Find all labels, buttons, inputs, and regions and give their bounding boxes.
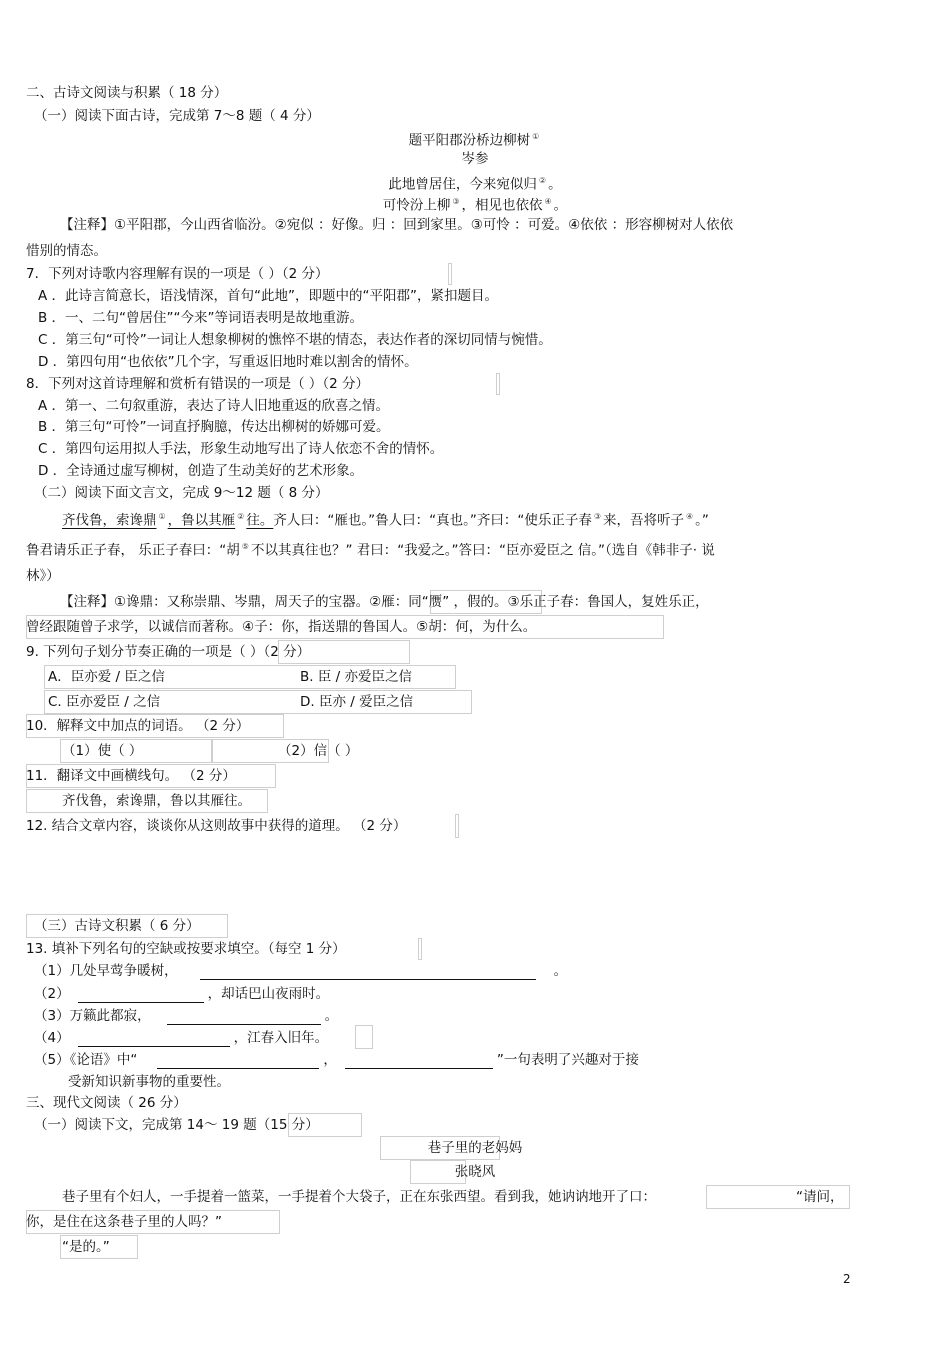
classical-note: 曾经跟随曾子求学，以诚信而著称。④子：你，指送鼎的鲁国人。⑤胡：何，为什么。 <box>26 619 537 635</box>
section-title: 三、现代文阅读（ 26 分） <box>26 1095 187 1111</box>
scan-box <box>448 263 452 285</box>
section-title: 二、古诗文阅读与积累（ 18 分） <box>26 85 228 101</box>
question-stem: 13. 填补下列名句的空缺或按要求填空。（每空 1 分） <box>26 941 346 957</box>
poem-line: 此地曾居住，今来宛似归 ② 。 <box>388 176 562 193</box>
answer-blank[interactable] <box>78 988 204 1003</box>
fill-line: （4） ，江春入旧年。 <box>34 1030 329 1046</box>
story-paragraph: 你，是住在这条巷子里的人吗？” <box>26 1214 222 1230</box>
poem-note: 惜别的情态。 <box>26 243 107 259</box>
poem-line: 可怜汾上柳 ③ ，相见也依依 ④ 。 <box>382 197 568 214</box>
story-author: 张晓风 <box>454 1164 496 1180</box>
classical-text: 林》） <box>26 568 60 584</box>
question-stem: 12. 结合文章内容，谈谈你从这则故事中获得的道理。 （2 分） <box>26 818 407 834</box>
poem-title: 题平阳郡汾桥边柳树 ① <box>408 132 540 149</box>
question-stem: 9. 下列句子划分节奏正确的一项是（ ）（2 分） <box>26 644 311 660</box>
scan-box <box>418 938 422 960</box>
answer-blank[interactable] <box>167 1010 321 1025</box>
story-paragraph: 巷子里有个妇人，一手提着一篮菜，一手提着个大袋子，正在东张西望。看到我，她讷讷地开了口： <box>62 1189 656 1205</box>
page-number: 2 <box>843 1272 851 1286</box>
option-c: C ．第四句运用拟人手法，形象生动地写出了诗人依恋不舍的情怀。 <box>38 441 444 457</box>
classical-text: 齐伐鲁，索谗鼎 ① ，鲁以其雁 ② 往。齐人曰：“雁也。”鲁人曰：“真也。”齐曰：“使乐正子春 ③ 来，吾将听子 ④ 。” <box>62 512 709 529</box>
option-a: A ．此诗言简意长，语浅情深，首句“此地”，即题中的“平阳郡”，紧扣题目。 <box>38 288 499 304</box>
answer-item: （2）信（ ） <box>278 743 359 759</box>
classical-note: 【注释】①谗鼎：又称崇鼎、岑鼎，周天子的宝器。②雁：同“赝” ，假的。③乐正子春：鲁国人，复姓乐正， <box>60 594 709 610</box>
part-intro: （一）阅读下面古诗，完成第 7～8 题（ 4 分） <box>34 108 320 124</box>
part-intro: （三）古诗文积累（ 6 分） <box>34 918 200 934</box>
question-stem: 8．下列对这首诗理解和赏析有错误的一项是（ ）（2 分） <box>26 376 370 392</box>
classical-text: 鲁君请乐正子春， 乐正子春曰：“胡 ⑤ 不以其真往也？” 君曰：“我爱之。”答曰：“臣亦爱臣之 信。”（选自《韩非子· 说 <box>26 542 715 559</box>
answer-blank[interactable] <box>345 1054 493 1069</box>
fill-line: （5）《论语》中“ ， ”一句表明了兴趣对于接 <box>34 1052 639 1068</box>
question-stem: 11．翻译文中画横线句。 （2 分） <box>26 768 236 784</box>
option-b: B. 臣 / 亦爱臣之信 <box>300 669 412 685</box>
part-intro: （一）阅读下文，完成第 14～ 19 题（15 分） <box>34 1117 319 1133</box>
option-c: C ．第三句“可怜”一词让人想象柳树的憔悴不堪的情态，表达作者的深切同情与惋惜。 <box>38 332 552 348</box>
option-b: B ．第三句“可怜”一词直抒胸臆，传达出柳树的娇娜可爱。 <box>38 419 390 435</box>
option-b: B ．一、二句“曾居住”“今来”等词语表明是故地重游。 <box>38 310 364 326</box>
option-d: D ．全诗通过虚写柳树，创造了生动美好的艺术形象。 <box>38 463 364 479</box>
scan-box <box>355 1025 373 1049</box>
story-paragraph: “是的。” <box>62 1239 110 1255</box>
fill-line: （3）万籁此都寂， 。 <box>34 1008 339 1024</box>
fill-line: （1）几处早莺争暖树， 。 <box>34 963 568 979</box>
translation-sentence: 齐伐鲁，索谗鼎，鲁以其雁往。 <box>62 793 251 809</box>
story-title: 巷子里的老妈妈 <box>427 1140 523 1156</box>
option-d: D. 臣亦 / 爱臣之信 <box>300 694 414 710</box>
scan-box <box>496 373 500 395</box>
fill-line: （2） ，却话巴山夜雨时。 <box>34 986 330 1002</box>
story-paragraph: “请问， <box>796 1189 844 1205</box>
question-stem: 10．解释文中加点的词语。 （2 分） <box>26 718 250 734</box>
poem-note: 【注释】①平阳郡，今山西省临汾。②宛似 ：好像。归 ：回到家里。③可怜 ：可爱。④依依 ：形容柳树对人依依 <box>60 217 734 233</box>
option-a: A ．第一、二句叙重游，表达了诗人旧地重返的欣喜之情。 <box>38 398 390 414</box>
poem-author: 岑参 <box>461 151 489 167</box>
part-intro: （二）阅读下面文言文，完成 9～12 题（ 8 分） <box>34 485 329 501</box>
answer-blank[interactable] <box>78 1032 230 1047</box>
answer-item: （1）使（ ） <box>62 743 143 759</box>
answer-blank[interactable] <box>200 965 536 980</box>
answer-blank[interactable] <box>157 1054 319 1069</box>
option-c: C. 臣亦爱臣 / 之信 <box>48 694 161 710</box>
option-d: D ．第四句用“也依依”几个字，写重返旧地时难以割舍的情怀。 <box>38 354 418 370</box>
question-stem: 7．下列对诗歌内容理解有误的一项是（ ）（2 分） <box>26 266 329 282</box>
option-a: A．臣亦爱 / 臣之信 <box>48 669 165 685</box>
scan-box <box>455 814 459 838</box>
fill-line: 受新知识新事物的重要性。 <box>68 1074 230 1090</box>
